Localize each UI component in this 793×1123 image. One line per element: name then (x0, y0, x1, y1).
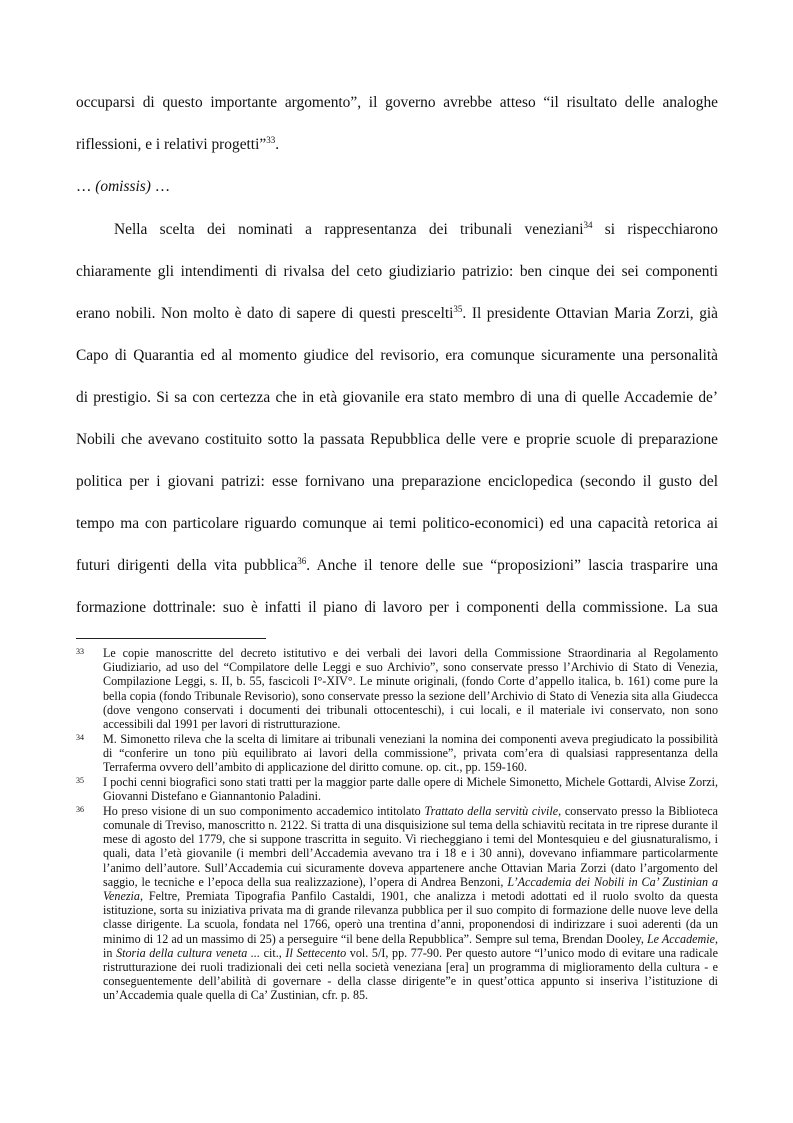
line-text: riflessioni, e i relativi progetti” (76, 136, 267, 153)
paragraph-line (76, 251, 718, 293)
line-text: formazione dottrinale: suo è infatti il piano di lavoro per i componenti della commissione. La sua (76, 599, 718, 616)
line-text: politica per i giovani patrizi: esse fornivano una preparazione enciclopedica (secondo il gusto del (76, 473, 718, 490)
line-text: . Anche il tenore delle sue “proposizioni” lascia trasparire una (306, 557, 718, 574)
footnote-title-italic: L’Accademia dei Nobili in Ca’ Zustinian a Venezia (103, 874, 719, 903)
line-text: futuri dirigenti della vita pubblica (76, 557, 298, 574)
omissis-suffix: … (150, 178, 171, 195)
line-text: tempo ma con particolare riguardo comunque ai temi politico-economici) ed una capacità retorica ai (76, 515, 718, 532)
footnotes (76, 646, 718, 1003)
line-text: chiaramente gli intendimenti di rivalsa del ceto giudiziario patrizio: ben cinque dei sei componenti (76, 263, 718, 280)
line-text: Nella scelta dei nominati a rappresentanza dei tribunali veneziani (114, 221, 584, 238)
footnote-34 (76, 732, 718, 775)
paragraph-line (76, 293, 718, 335)
omissis-text: (omissis) (95, 178, 151, 195)
footnote-text: , conservato presso la Biblioteca comunale di Treviso, manoscritto n. 2122. Si tratta di una disquisizione sul tema della schiavitù recitata in tre riprese durante il mese di agosto del 1779, che si suppone trascritta in seguito. Vi riecheggiano i temi del Montesquieu e del giusnaturalismo, i quali, data l’età giovanile (i membri dell’Accademia avevano tra i 18 e i 30 anni), dovevano infiammare particolarmente l’animo dell’autore. Sull’Accademia cui sicuramente doveva appartenere anche Ottavian Maria Zorzi (dato l’argomento del saggio, le tecniche e l’epoca della sua realizzazione), l’opera di Andrea Benzoni, (103, 803, 718, 889)
footnote-36 (76, 804, 718, 1003)
footnote-number: 33 (76, 647, 84, 656)
paragraph-line (76, 461, 718, 503)
footnote-number: 35 (76, 775, 84, 785)
paragraph-line (76, 419, 718, 461)
footnote-separator (76, 638, 266, 639)
paragraph-line (76, 503, 718, 545)
omissis-prefix: … (76, 178, 96, 195)
footnote-ref[interactable]: 33 (266, 134, 276, 145)
paragraph-main (76, 209, 718, 629)
paragraph-line (76, 209, 718, 251)
footnote-text: I pochi cenni biografici sono stati tratti per la maggior parte dalle opere di Michele Simonetto, Michele Gottardi, Alvise Zorzi, Giovanni Distefano e Giannantonio Paladini. (103, 774, 718, 804)
footnote-title-italic: Il Settecento (285, 945, 347, 960)
paragraph-continuation (76, 82, 718, 166)
paragraph-line (76, 82, 718, 124)
footnote-number: 34 (76, 732, 84, 742)
paragraph-line (76, 545, 718, 587)
paragraph-line (76, 587, 718, 629)
footnote-text: Le copie manoscritte del decreto istitutivo e dei verbali dei lavori della Commissione Straordinaria al Regolamento Giudiziario, ad uso del “Compilatore delle Leggi e suo Archivio”, sono conservate presso l’Archivio di Stato di Venezia, Compilazione Leggi, s. II, b. 55, fascicoli I°-XIV°. Le minute originali, (fondo Corte d’appello italica, b. 161) come pure la bella copia (fondo Tribunale Revisorio), sono conservate presso la sezione dell’Archivio di Stato di Venezia sita alla Giudecca (dove vengono conservati i documenti dei tribunali ottocenteschi), i cui locali, e il materiale ivi conservato, non sono accessibili dal 1991 per lavori di ristrutturazione. (103, 646, 718, 732)
footnote-text: Ho preso visione di un suo componimento accademico intitolato (103, 803, 425, 818)
line-text: . (275, 136, 280, 153)
footnote-text: , in (103, 931, 718, 960)
line-text: Capo di Quarantia ed al momento giudice del revisorio, era comunque sicuramente una personalità (76, 347, 718, 364)
line-text: si rispecchiarono (592, 221, 718, 238)
footnote-ref[interactable]: 35 (453, 303, 463, 314)
footnote-title-italic: Storia della cultura veneta ... (116, 945, 260, 960)
line-text: . Il presidente Ottavian Maria Zorzi, già (462, 305, 718, 322)
footnote-33 (76, 646, 718, 731)
footnote-ref[interactable]: 34 (583, 219, 593, 230)
footnote-text: , Feltre, Premiata Tipografia Panfilo Castaldi, 1901, che analizza i metodi adottati ed il ruolo svolto da questa istituzione, sorta su iniziativa privata ma di grande rilevanza pubblica per il suo compito di formazione delle nuove leve della classe dirigente. La scuola, fondata nel 1766, operò una trentina d’anni, proponendosi di indirizzare i suoi aderenti (da un minimo di 12 ad un massimo di 25) a perseguire “il bene della Repubblica”. Sempre sul tema, Brendan Dooley, (103, 888, 718, 946)
paragraph-line (76, 335, 718, 377)
paragraph-line (76, 124, 718, 166)
footnote-text: cit., (259, 945, 286, 960)
footnote-text: vol. 5/I, pp. 77-90. Per questo autore “l’unico modo di evitare una radicale ristrutturazione dei ruoli tradizionali dei ceti nella società veneziana [era] un programma di miglioramento della cultura - e conseguentemente dell’abilità di governare - della classe dirigente”e in quest’ottica appunto si inseriva l’istituzione di un’Accademia quale quella di Ca’ Zustinian, cfr. p. 85. (103, 945, 719, 1003)
line-text: Nobili che avevano costituito sotto la passata Repubblica delle vere e proprie scuole di preparazione (76, 431, 718, 448)
footnote-text: M. Simonetto rileva che la scelta di limitare ai tribunali veneziani la nomina dei componenti aveva pregiudicato la possibilità di “conferire un tono più equilibrato ai lavori della commissione”, privata com’era di qualsiasi rappresentanza della Terraferma ovvero dell’ambito di applicazione del diritto comune. op. cit., pp. 159-160. (103, 731, 718, 775)
line-text: occuparsi di questo importante argomento”, il governo avrebbe atteso “il risultato delle analoghe (76, 94, 718, 111)
footnote-ref[interactable]: 36 (297, 555, 307, 566)
footnote-title-italic: Trattato della servitù civile (424, 803, 559, 818)
omissis-marker (76, 176, 170, 198)
line-text: erano nobili. Non molto è dato di sapere di questi prescelti (76, 305, 454, 322)
paragraph-line (76, 377, 718, 419)
line-text: di prestigio. Si sa con certezza che in età giovanile era stato membro di una di quelle Accademie de’ (76, 389, 718, 406)
footnote-title-italic: Le Accademie (646, 931, 715, 946)
footnote-35 (76, 775, 718, 803)
footnote-number: 36 (76, 804, 84, 814)
